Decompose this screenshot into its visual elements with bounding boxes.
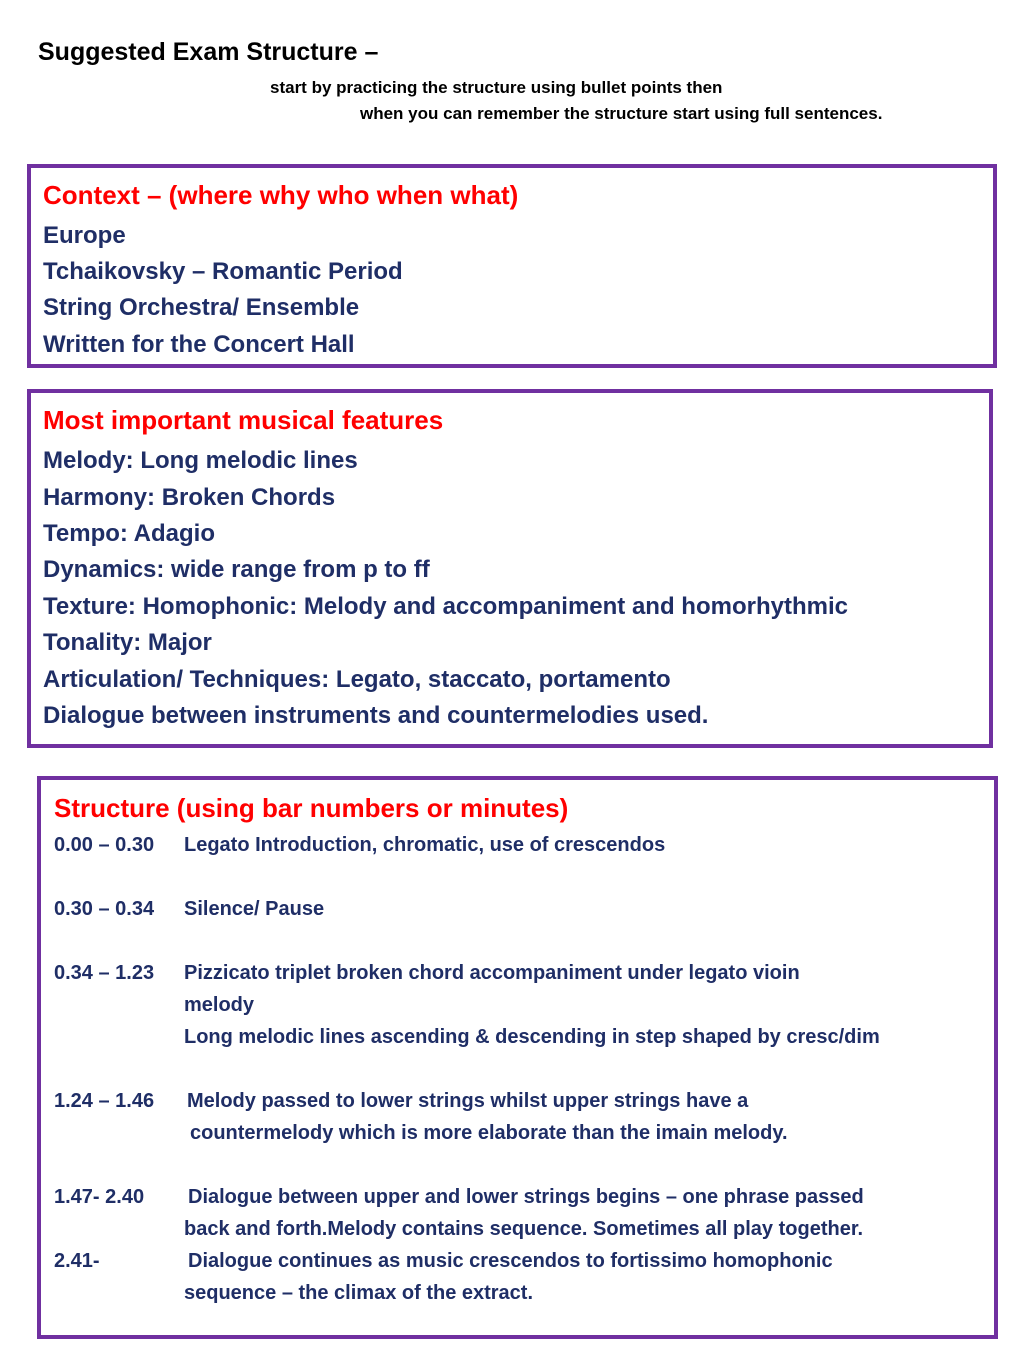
structure-entry: [54, 962, 800, 985]
structure-text: Silence/ Pause: [184, 898, 325, 920]
structure-text: back and forth.Melody contains sequence. Sometimes all play together.: [184, 1218, 864, 1240]
context-heading: Context – (where why who when what): [43, 180, 519, 210]
structure-text: Pizzicato triplet broken chord accompaniment under legato vioin: [184, 962, 800, 984]
feature-line: Melody: Long melodic lines: [43, 447, 358, 474]
instruction-line-2: when you can remember the structure start using full sentences.: [360, 104, 883, 123]
page-title: Suggested Exam Structure –: [38, 38, 379, 66]
structure-time: 0.00 – 0.30: [54, 834, 155, 856]
structure-text: Long melodic lines ascending & descending in step shaped by cresc/dim: [184, 1026, 880, 1048]
structure-time: 2.41-: [54, 1250, 100, 1272]
feature-line: Tempo: Adagio: [43, 520, 215, 547]
structure-entry: [54, 898, 324, 921]
structure-time: 1.24 – 1.46: [54, 1090, 155, 1112]
structure-entry: [54, 1090, 748, 1113]
structure-entry: [54, 1186, 864, 1209]
feature-line: Dynamics: wide range from p to ff: [43, 556, 430, 583]
feature-line: Tonality: Major: [43, 629, 212, 656]
structure-heading: Structure (using bar numbers or minutes): [54, 793, 569, 823]
instruction-line-1: start by practicing the structure using bullet points then: [270, 78, 723, 97]
structure-text: Dialogue between upper and lower strings begins – one phrase passed: [188, 1186, 864, 1208]
structure-text: Legato Introduction, chromatic, use of crescendos: [184, 834, 666, 856]
structure-time: 0.30 – 0.34: [54, 898, 155, 920]
structure-entry: [54, 1250, 833, 1273]
structure-text: Dialogue continues as music crescendos to fortissimo homophonic: [188, 1250, 833, 1272]
context-line: Written for the Concert Hall: [43, 331, 355, 358]
structure-text: melody: [184, 994, 255, 1016]
structure-text: countermelody which is more elaborate than the imain melody.: [190, 1122, 788, 1144]
structure-box: [37, 776, 998, 1339]
feature-line: Texture: Homophonic: Melody and accompaniment and homorhythmic: [43, 593, 848, 620]
features-box: [27, 389, 993, 748]
feature-line: Dialogue between instruments and countermelodies used.: [43, 702, 709, 729]
features-heading: Most important musical features: [43, 405, 444, 435]
context-box: [27, 164, 997, 368]
feature-line: Harmony: Broken Chords: [43, 484, 336, 511]
structure-time: 1.47- 2.40: [54, 1186, 145, 1208]
structure-text: sequence – the climax of the extract.: [184, 1282, 534, 1304]
feature-line: Articulation/ Techniques: Legato, staccato, portamento: [43, 666, 671, 693]
context-line: Europe: [43, 222, 126, 249]
structure-time: 0.34 – 1.23: [54, 962, 155, 984]
context-line: String Orchestra/ Ensemble: [43, 294, 360, 321]
structure-entry: [54, 834, 665, 857]
context-line: Tchaikovsky – Romantic Period: [43, 258, 403, 285]
structure-text: Melody passed to lower strings whilst upper strings have a: [187, 1090, 749, 1112]
